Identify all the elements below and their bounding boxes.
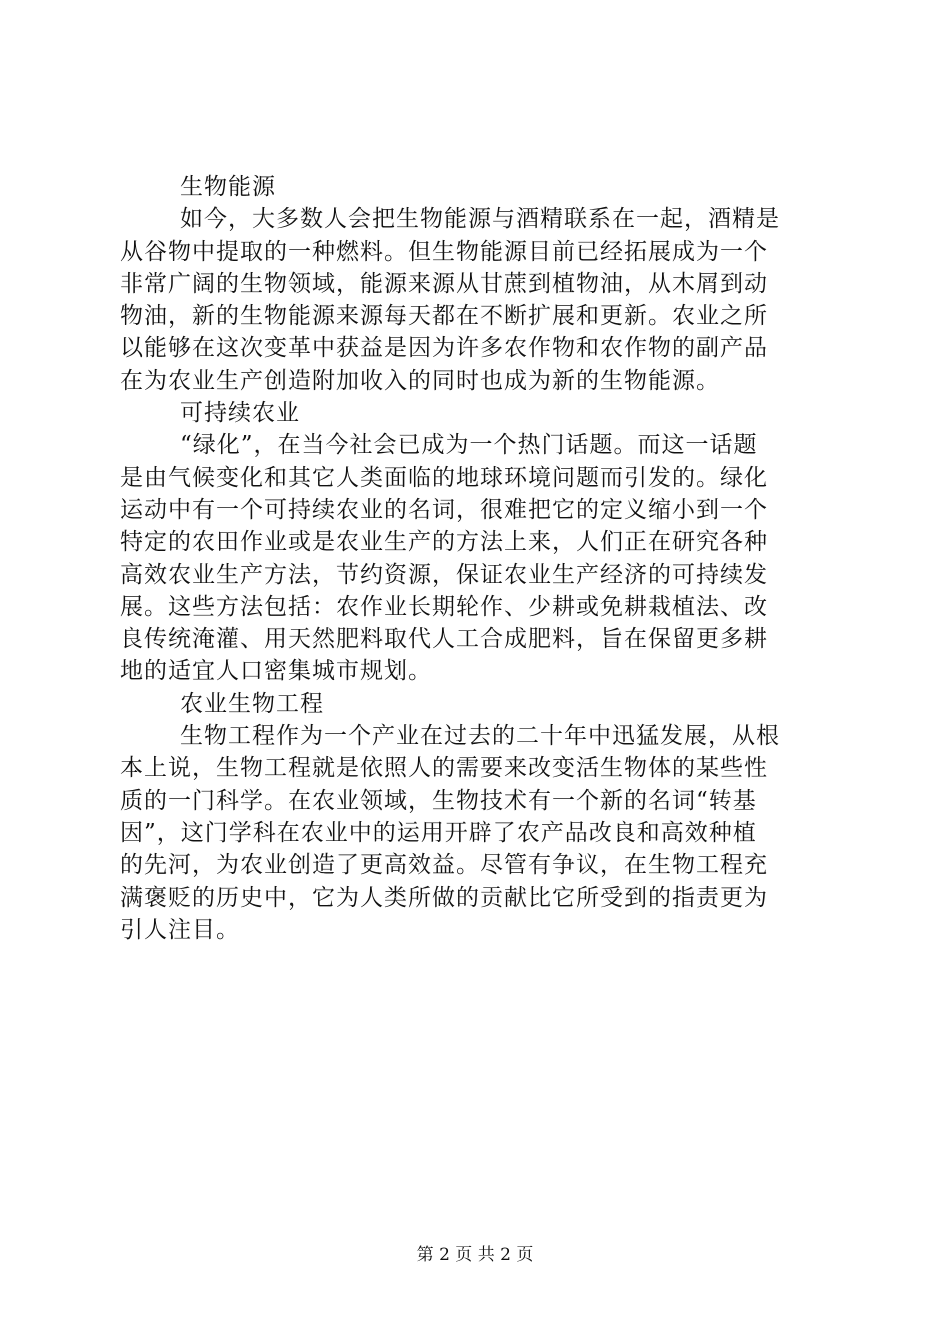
paragraph-line: 以能够在这次变革中获益是因为许多农作物和农作物的副产品 xyxy=(120,335,768,362)
paragraph-line: 是由气候变化和其它人类面临的地球环境问题而引发的。绿化 xyxy=(120,464,768,491)
paragraph-line: “绿化”，在当今社会已成为一个热门话题。而这一话题 xyxy=(180,432,758,459)
paragraph-line: 本上说，生物工程就是依照人的需要来改变活生物体的某些性 xyxy=(120,755,768,782)
paragraph-line: 质的一门科学。在农业领域，生物技术有一个新的名词“转基 xyxy=(120,787,757,814)
section-heading: 生物能源 xyxy=(180,174,276,200)
section-heading: 农业生物工程 xyxy=(180,690,324,717)
paragraph-line: 因”，这门学科在农业中的运用开辟了农产品改良和高效种植 xyxy=(120,819,757,846)
paragraph-line: 特定的农田作业或是农业生产的方法上来，人们正在研究各种 xyxy=(120,529,768,556)
paragraph-line: 如今，大多数人会把生物能源与酒精联系在一起，酒精是 xyxy=(180,206,780,233)
paragraph-line: 从谷物中提取的一种燃料。但生物能源目前已经拓展成为一个 xyxy=(120,238,768,265)
paragraph-line: 地的适宜人口密集城市规划。 xyxy=(120,658,432,685)
paragraph-line: 引人注目。 xyxy=(120,916,240,943)
paragraph-line: 运动中有一个可持续农业的名词，很难把它的定义缩小到一个 xyxy=(120,496,768,523)
paragraph-line: 满褒贬的历史中，它为人类所做的贡献比它所受到的指责更为 xyxy=(120,884,768,911)
paragraph-line: 非常广阔的生物领域，能源来源从甘蔗到植物油，从木屑到动 xyxy=(120,270,768,297)
paragraph-line: 良传统淹灌、用天然肥料取代人工合成肥料，旨在保留更多耕 xyxy=(120,626,768,653)
page-number-footer: 第 2 页 共 2 页 xyxy=(416,1245,534,1265)
paragraph-line: 物油，新的生物能源来源每天都在不断扩展和更新。农业之所 xyxy=(120,303,768,330)
paragraph-line: 高效农业生产方法，节约资源，保证农业生产经济的可持续发 xyxy=(120,561,768,588)
paragraph-line: 生物工程作为一个产业在过去的二十年中迅猛发展，从根 xyxy=(180,723,780,750)
section-heading: 可持续农业 xyxy=(180,400,300,427)
document-body xyxy=(120,171,832,946)
paragraph-line: 展。这些方法包括：农作业长期轮作、少耕或免耕栽植法、改 xyxy=(120,593,768,620)
paragraph-line: 的先河，为农业创造了更高效益。尽管有争议，在生物工程充 xyxy=(120,852,768,879)
paragraph-line: 在为农业生产创造附加收入的同时也成为新的生物能源。 xyxy=(120,367,720,394)
